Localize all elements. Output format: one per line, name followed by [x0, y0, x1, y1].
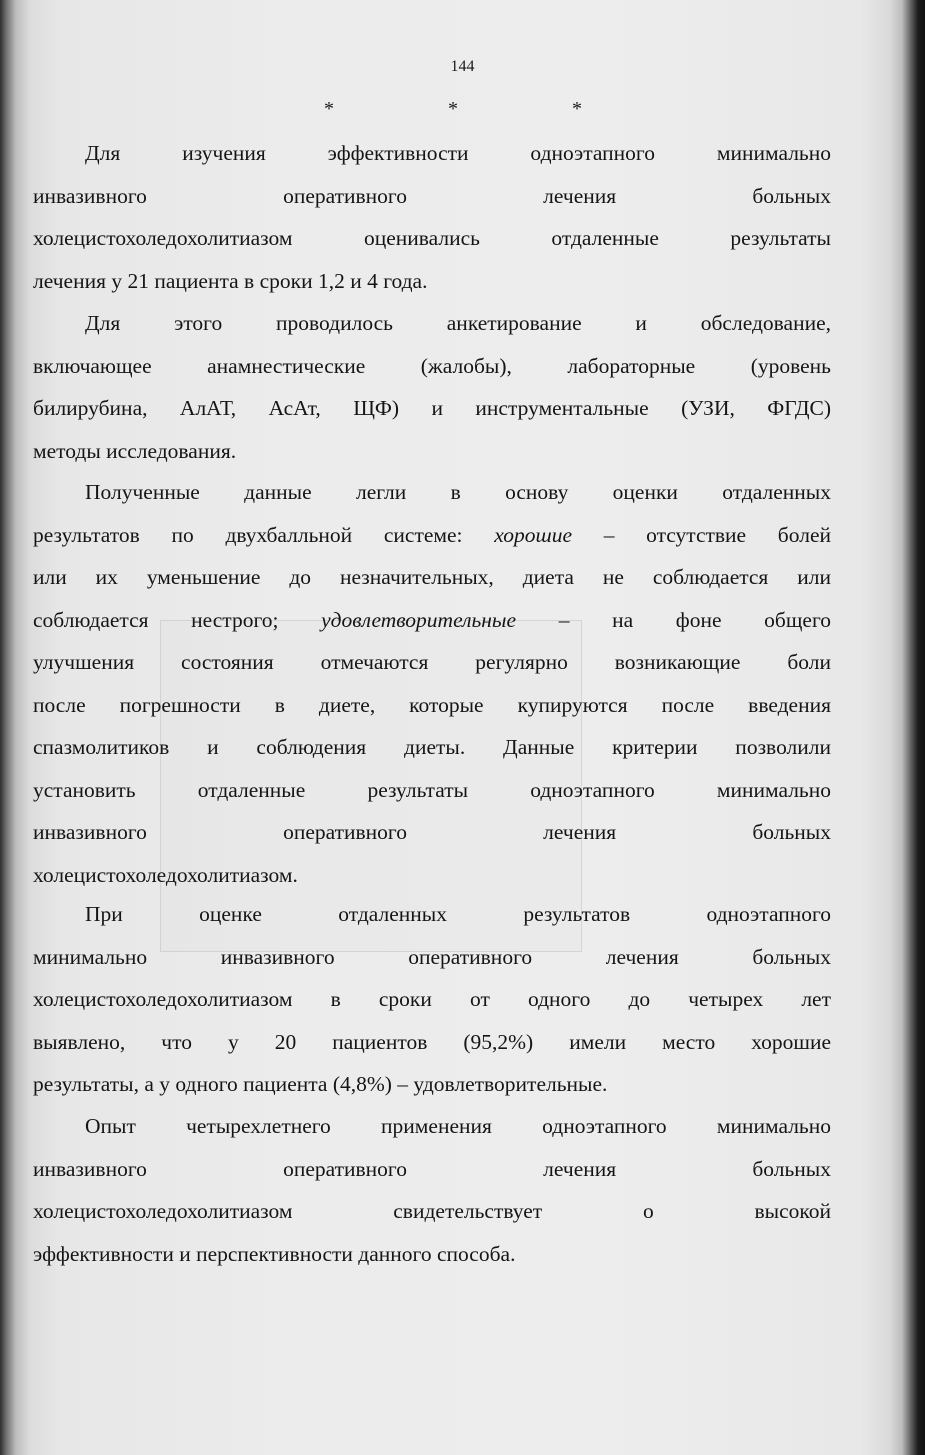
asterisk: *	[448, 98, 458, 120]
text-line: холецистохоледохолитиазом оценивались отдаленные результаты	[33, 226, 831, 250]
text-line: При оценке отдаленных результатов одноэтапного	[85, 902, 831, 926]
text-line: холецистохоледохолитиазом в сроки от одного до четырех лет	[33, 987, 831, 1011]
text-line: Полученные данные легли в основу оценки отдаленных	[85, 480, 831, 504]
text-line: после погрешности в диете, которые купируются после введения	[33, 692, 831, 717]
text-line: инвазивного оперативного лечения больных	[33, 820, 831, 844]
text-line: спазмолитиков и соблюдения диеты. Данные критерии позволили	[33, 735, 831, 759]
text-line: холецистохоледохолитиазом.	[33, 862, 298, 887]
text-line: установить отдаленные результаты одноэтапного минимально	[33, 777, 831, 802]
text-line: инвазивного оперативного лечения больных	[33, 183, 831, 208]
text-line: минимально инвазивного оперативного лечения больных	[33, 944, 831, 969]
page-number: 144	[450, 58, 475, 75]
italic-term-satisfactory: удовлетворительные	[321, 607, 517, 632]
text-segment: результатов по двухбалльной системе:	[33, 522, 463, 547]
asterisk: *	[324, 98, 334, 120]
text-line: эффективности и перспективности данного способа.	[33, 1241, 516, 1266]
text-line: Опыт четырехлетнего применения одноэтапного минимально	[85, 1114, 831, 1138]
text-segment: соблюдается нестрого;	[33, 607, 279, 632]
paragraph-4	[33, 893, 831, 1106]
text-line: или их уменьшение до незначительных, диета не соблюдается или	[33, 565, 831, 589]
text-line-with-italic	[33, 599, 831, 642]
italic-term-good: хорошие	[494, 522, 573, 547]
text-line: включающее анамнестические (жалобы), лабораторные (уровень	[33, 353, 831, 378]
text-line: улучшения состояния отмечаются регулярно возникающие боли	[33, 650, 831, 674]
paragraph-5	[33, 1105, 831, 1275]
text-line: билирубина, АлАТ, АсАт, ЩФ) и инструментальные (УЗИ, ФГДС)	[33, 396, 831, 420]
text-line: Для этого проводилось анкетирование и обследование,	[85, 311, 831, 335]
paragraph-1	[33, 132, 831, 302]
text-segment: – отсутствие болей	[603, 522, 831, 547]
text-line: Для изучения эффективности одноэтапного минимально	[85, 141, 831, 165]
asterisk: *	[572, 98, 582, 120]
paragraph-3	[33, 471, 831, 896]
text-line: лечения у 21 пациента в сроки 1,2 и 4 года.	[33, 268, 428, 293]
text-line: холецистохоледохолитиазом свидетельствует о высокой	[33, 1199, 831, 1223]
text-line-with-italic	[33, 514, 831, 557]
section-separator	[0, 98, 925, 118]
text-segment: – на фоне общего	[558, 607, 831, 632]
text-line: инвазивного оперативного лечения больных	[33, 1156, 831, 1181]
paragraph-2	[33, 302, 831, 472]
text-line: методы исследования.	[33, 438, 237, 463]
text-line: результаты, а у одного пациента (4,8%) – удовлетворительные.	[33, 1072, 608, 1096]
text-line: выявлено, что у 20 пациентов (95,2%) имели место хорошие	[33, 1029, 831, 1054]
